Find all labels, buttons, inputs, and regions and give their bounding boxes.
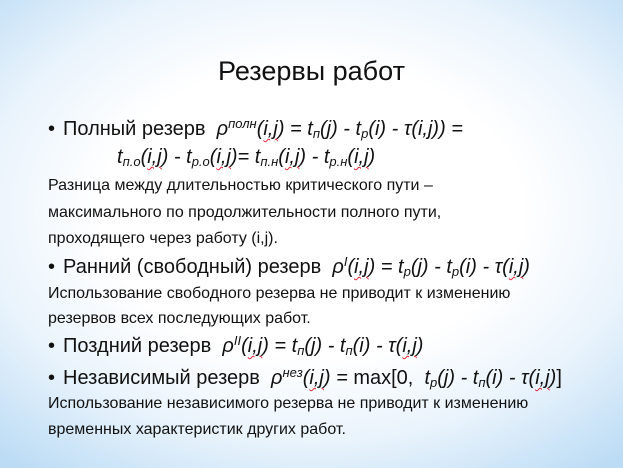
bullet: • (48, 118, 56, 140)
independent-reserve-desc-2: временных характеристик других работ. (48, 421, 346, 438)
full-reserve-line (48, 116, 463, 141)
slide-title: Резервы работ (218, 56, 405, 86)
full-reserve-desc-3: проходящего через работу (i,j). (48, 230, 278, 247)
independent-reserve-label: Независимый резерв (63, 367, 260, 389)
bullet: • (48, 256, 56, 278)
bullet: • (48, 367, 56, 389)
early-reserve-label: Ранний (свободный) резерв (63, 256, 322, 278)
early-reserve-desc-1: Использование свободного резерва не приводит к изменению (48, 285, 511, 302)
early-reserve-line (48, 254, 530, 279)
full-reserve-label: Полный резерв (63, 118, 206, 140)
early-reserve-desc-2: резервов всех последующих работ. (48, 310, 311, 327)
late-reserve-formula: $\rho^{II}(i,j) = t_п(j) - t_п(i) - \tau(i,j)$ (216, 333, 424, 358)
full-reserve-desc-1: Разница между длительностью критического пути – (48, 177, 433, 194)
full-reserve-formula-line1: $\rho^{полн}(i,j) = t_п(j) - t_р(i) - \tau(i,j)$) = (211, 116, 463, 141)
full-reserve-desc-2: максимального по продолжительности полного пути, (48, 204, 442, 221)
late-reserve-label: Поздний резерв (63, 335, 212, 357)
bullet: • (48, 335, 56, 357)
early-reserve-formula: $\rho^I(i,j) = t_р(j) - t_р(i) - \tau(i,j)$ (326, 254, 530, 279)
independent-reserve-line (48, 365, 562, 390)
independent-reserve-formula: $\rho^{нез}(i,j) = \max[0$, $t_р(j) - t_п(i) - \tau(i,j)$] (265, 365, 562, 390)
late-reserve-line (48, 333, 423, 358)
independent-reserve-desc-1: Использование независимого резерва не приводит к изменению (48, 395, 529, 412)
full-reserve-formula-line2: $t_{п.о}(i,j) - t_{р.о}(i,j)= t_{п.н}(i,j) - t_{р.н}(i,j)$ (117, 146, 376, 169)
